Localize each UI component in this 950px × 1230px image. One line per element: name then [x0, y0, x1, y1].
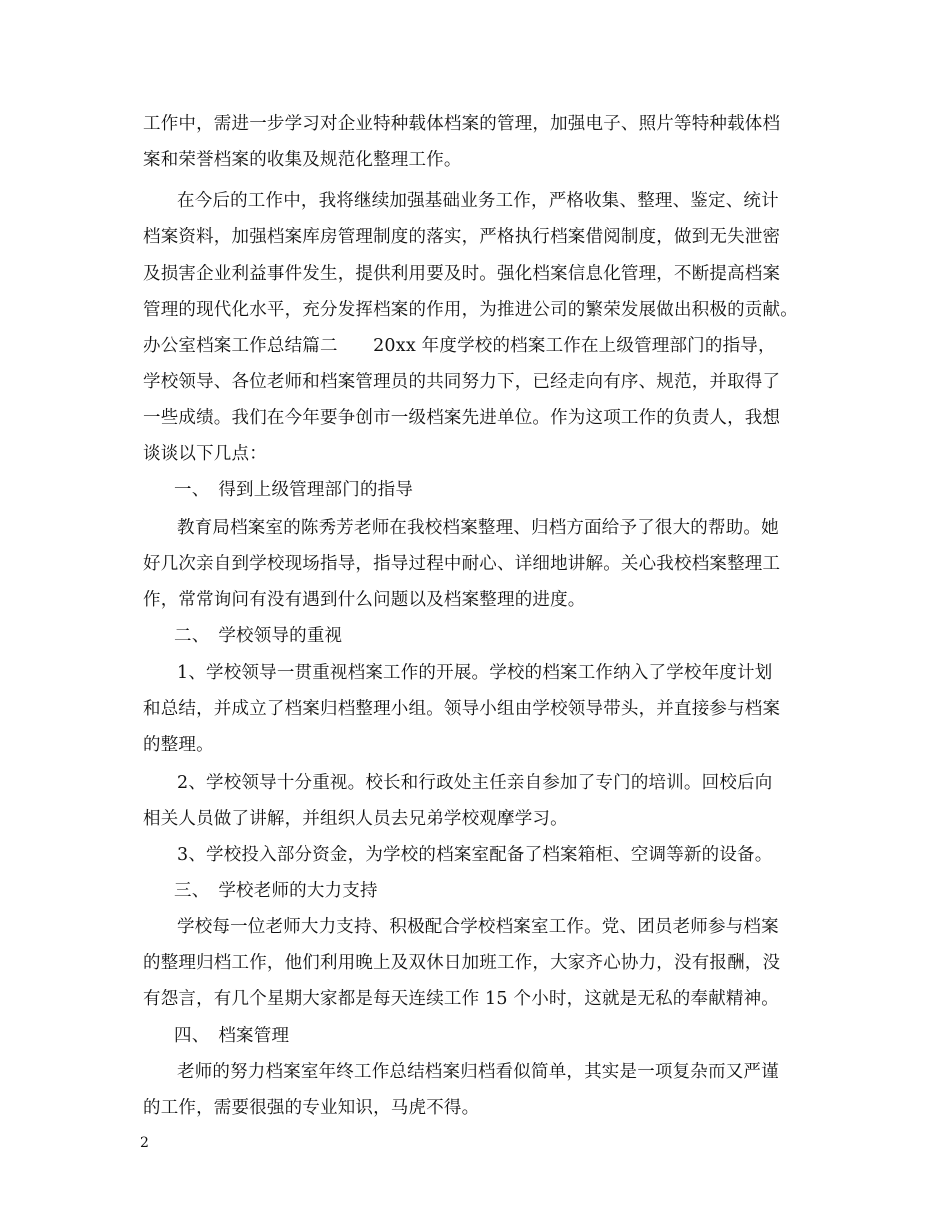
text-line: 3、学校投入部分资金，为学校的档案室配备了档案箱柜、空调等新的设备。	[177, 845, 773, 865]
text-line: 在今后的工作中，我将继续加强基础业务工作，严格收集、整理、鉴定、统计	[177, 191, 779, 211]
text-line: 谈谈以下几点：	[143, 444, 267, 464]
text-line: 和总结，并成立了档案归档整理小组。领导小组由学校领导带头，并直接参与档案	[143, 699, 781, 719]
text-line: 及损害企业利益事件发生，提供利用要及时。强化档案信息化管理，不断提高档案	[143, 264, 781, 284]
section-heading: 一、 得到上级管理部门的指导	[174, 480, 414, 500]
text-line: 办公室档案工作总结篇二 20xx 年度学校的档案工作在上级管理部门的指导，	[143, 336, 776, 356]
text-line: 2、学校领导十分重视。校长和行政处主任亲自参加了专门的培训。回校后向	[177, 773, 773, 793]
text-line: 一些成绩。我们在今年要争创市一级档案先进单位。作为这项工作的负责人，我想	[143, 408, 781, 428]
text-line: 的整理归档工作，他们利用晚上及双休日加班工作，大家齐心协力，没有报酬，没	[143, 953, 781, 973]
text-line: 管理的现代化水平，充分发挥档案的作用，为推进公司的繁荣发展做出积极的贡献。	[143, 300, 798, 320]
text-line: 作，常常询问有没有遇到什么问题以及档案整理的进度。	[143, 590, 586, 610]
section-heading: 二、 学校领导的重视	[174, 626, 343, 646]
text-line: 学校领导、各位老师和档案管理员的共同努力下，已经走向有序、规范，并取得了	[143, 372, 781, 392]
text-line: 学校每一位老师大力支持、积极配合学校档案室工作。党、团员老师参与档案	[177, 917, 779, 937]
text-line: 的工作，需要很强的专业知识，马虎不得。	[143, 1098, 480, 1118]
text-line: 的整理。	[143, 735, 214, 755]
text-line: 老师的努力档案室年终工作总结档案归档看似简单，其实是一项复杂而又严谨	[177, 1062, 779, 1082]
section-heading: 四、 档案管理	[174, 1026, 290, 1046]
text-line: 相关人员做了讲解，并组织人员去兄弟学校观摩学习。	[143, 809, 568, 829]
text-line: 1、学校领导一贯重视档案工作的开展。学校的档案工作纳入了学校年度计划	[177, 663, 773, 683]
text-line: 教育局档案室的陈秀芳老师在我校档案整理、归档方面给予了很大的帮助。她	[177, 518, 779, 538]
text-line: 案和荣誉档案的收集及规范化整理工作。	[143, 150, 462, 170]
page-number: 2	[140, 1135, 149, 1151]
text-line: 档案资料，加强档案库房管理制度的落实，严格执行档案借阅制度，做到无失泄密	[143, 227, 781, 247]
section-heading: 三、 学校老师的大力支持	[174, 881, 378, 901]
text-line: 有怨言，有几个星期大家都是每天连续工作 15 个小时，这就是无私的奉献精神。	[143, 989, 779, 1009]
text-line: 好几次亲自到学校现场指导，指导过程中耐心、详细地讲解。关心我校档案整理工	[143, 554, 781, 574]
text-line: 工作中，需进一步学习对企业特种载体档案的管理，加强电子、照片等特种载体档	[143, 114, 781, 134]
